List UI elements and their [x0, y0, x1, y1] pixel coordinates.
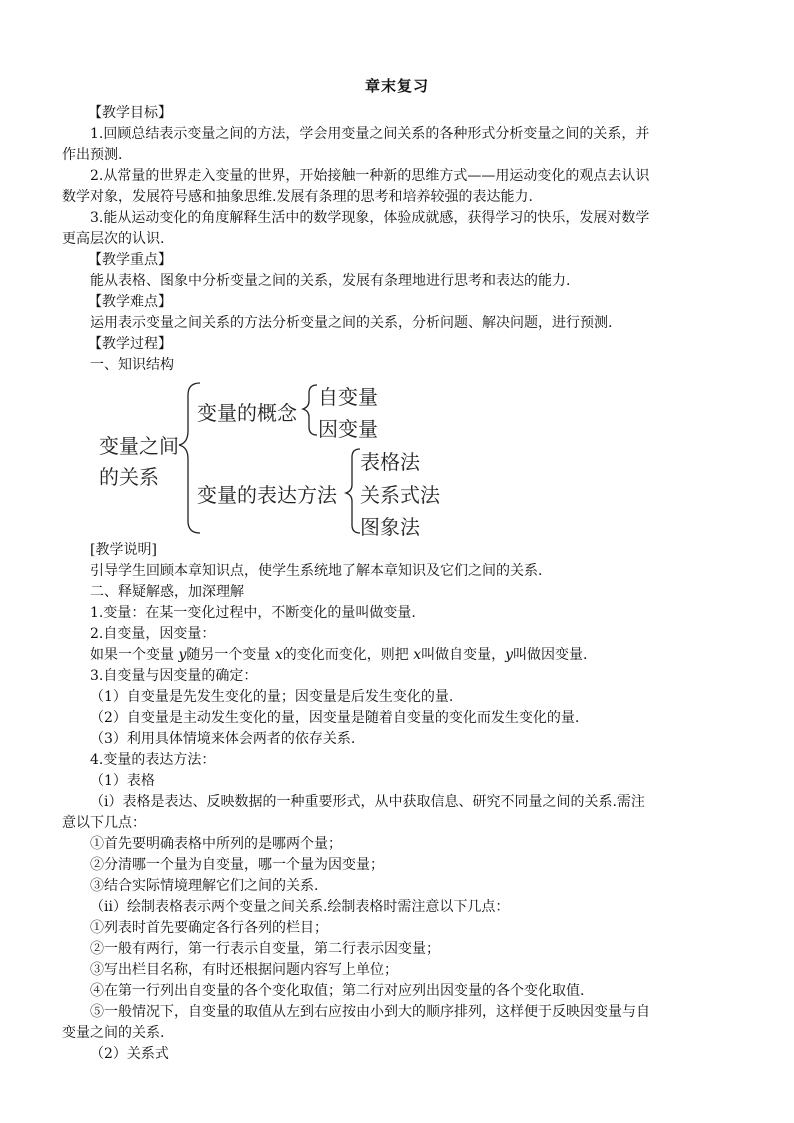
diagram-independent-variable: 自变量 [318, 385, 378, 409]
process-heading: 【教学过程】 [88, 336, 172, 352]
variable-y-2: y [505, 647, 514, 663]
table-rule-5-line-2: 变量之间的关系. [62, 1025, 165, 1041]
point-4: 4.变量的表达方法： [90, 752, 216, 768]
table-rule-3: ③写出栏目名称，有时还根据问题内容写上单位； [90, 962, 398, 978]
key-points-heading: 【教学重点】 [88, 252, 172, 268]
teaching-note-heading: [教学说明] [90, 542, 157, 558]
point-3-item-3: （3）利用具体情境来体会两者的依存关系. [90, 731, 356, 747]
goal-1-line-2: 作出预测. [62, 147, 123, 163]
difficulties-text: 运用表示变量之间关系的方法分析变量之间的关系，分析问题、解决问题，进行预测. [90, 315, 613, 331]
point-4-formula-heading: （2）关系式 [90, 1046, 169, 1062]
diagram-dependent-variable: 因变量 [318, 417, 378, 441]
point-4-i-line-2: 意以下几点： [62, 815, 146, 831]
diagram-formula-method: 关系式法 [360, 483, 440, 507]
table-rule-2: ②一般有两行，第一行表示自变量，第二行表示因变量； [90, 941, 440, 957]
table-rule-4: ④在第一行列出自变量的各个变化取值；第二行对应列出因变量的各个变化取值. [90, 983, 585, 999]
goal-1-line-1: 1.回顾总结表示变量之间的方法，学会用变量之间关系的各种形式分析变量之间的关系，并 [90, 126, 650, 142]
point-4-ii: （ⅱ）绘制表格表示两个变量之间关系.绘制表格时需注意以下几点： [90, 899, 510, 915]
point-2: 2.自变量，因变量： [90, 626, 216, 642]
point-2-text-a: 如果一个变量 [90, 647, 179, 663]
goal-2-line-2: 数学对象，发展符号感和抽象思维.发展有条理的思考和培养较强的表达能力. [62, 189, 533, 205]
goal-3-line-1: 3.能从运动变化的角度解释生活中的数学现象，体验成就感，获得学习的快乐，发展对数学 [90, 210, 650, 226]
point-4-i-line-1: （ⅰ）表格是表达、反映数据的一种重要形式，从中获取信息、研究不同量之间的关系.需注 [90, 794, 645, 810]
knowledge-structure-diagram [95, 375, 515, 539]
diagram-methods: 变量的表达方法 [197, 483, 337, 507]
goal-2-line-1: 2.从常量的世界走入变量的世界，开始接触一种新的思维方式——用运动变化的观点去认识 [90, 168, 650, 184]
point-4-table-heading: （1）表格 [90, 773, 155, 789]
teaching-note-text: 引导学生回顾本章知识点，使学生系统地了解本章知识及它们之间的关系. [90, 563, 543, 579]
difficulties-heading: 【教学难点】 [88, 294, 172, 310]
point-3: 3.自变量与因变量的确定： [90, 668, 258, 684]
circled-item-1: ①首先要明确表格中所列的是哪两个量； [90, 836, 342, 852]
point-2-definition [90, 645, 766, 665]
diagram-graph-method: 图象法 [360, 515, 420, 539]
circled-item-2: ②分清哪一个量为自变量，哪一个量为因变量； [90, 857, 384, 873]
table-rule-5-line-1: ⑤一般情况下，自变量的取值从左到右应按由小到大的顺序排列，这样便于反映因变量与自 [90, 1004, 650, 1020]
concept-brace [303, 385, 317, 435]
circled-item-3: ③结合实际情境理解它们之间的关系. [90, 878, 319, 894]
page-title: 章末复习 [364, 77, 429, 95]
variable-x-2: x [413, 647, 422, 663]
point-2-text-b: 随另一个变量 [186, 647, 275, 663]
diagram-root-line-1: 变量之间 [99, 434, 179, 458]
section-2-heading: 二、释疑解惑，加深理解 [90, 584, 244, 600]
goal-3-line-2: 更高层次的认识. [62, 231, 165, 247]
point-2-text-d: 叫做自变量， [421, 647, 506, 663]
variable-y: y [178, 647, 187, 663]
point-2-text-e: 叫做因变量. [513, 647, 588, 663]
point-2-text-c: 的变化而变化，则把 [282, 647, 414, 663]
section-1-heading: 一、知识结构 [90, 357, 174, 373]
table-rule-1: ①列表时首先要确定各行各列的栏目； [90, 920, 328, 936]
methods-brace [346, 449, 360, 533]
goals-heading: 【教学目标】 [88, 105, 172, 121]
point-1: 1.变量：在某一变化过程中，不断变化的量叫做变量. [90, 605, 416, 621]
point-3-item-2: （2）自变量是主动发生变化的量，因变量是随着自变量的变化而发生变化的量. [90, 710, 580, 726]
key-points-text: 能从表格、图象中分析变量之间的关系，发展有条理地进行思考和表达的能力. [90, 273, 571, 289]
diagram-concept: 变量的概念 [197, 401, 297, 425]
variable-x: x [274, 647, 283, 663]
point-3-item-1: （1）自变量是先发生变化的量；因变量是后发生变化的量. [90, 689, 454, 705]
diagram-table-method: 表格法 [360, 450, 420, 474]
diagram-root-line-2: 的关系 [99, 465, 159, 489]
